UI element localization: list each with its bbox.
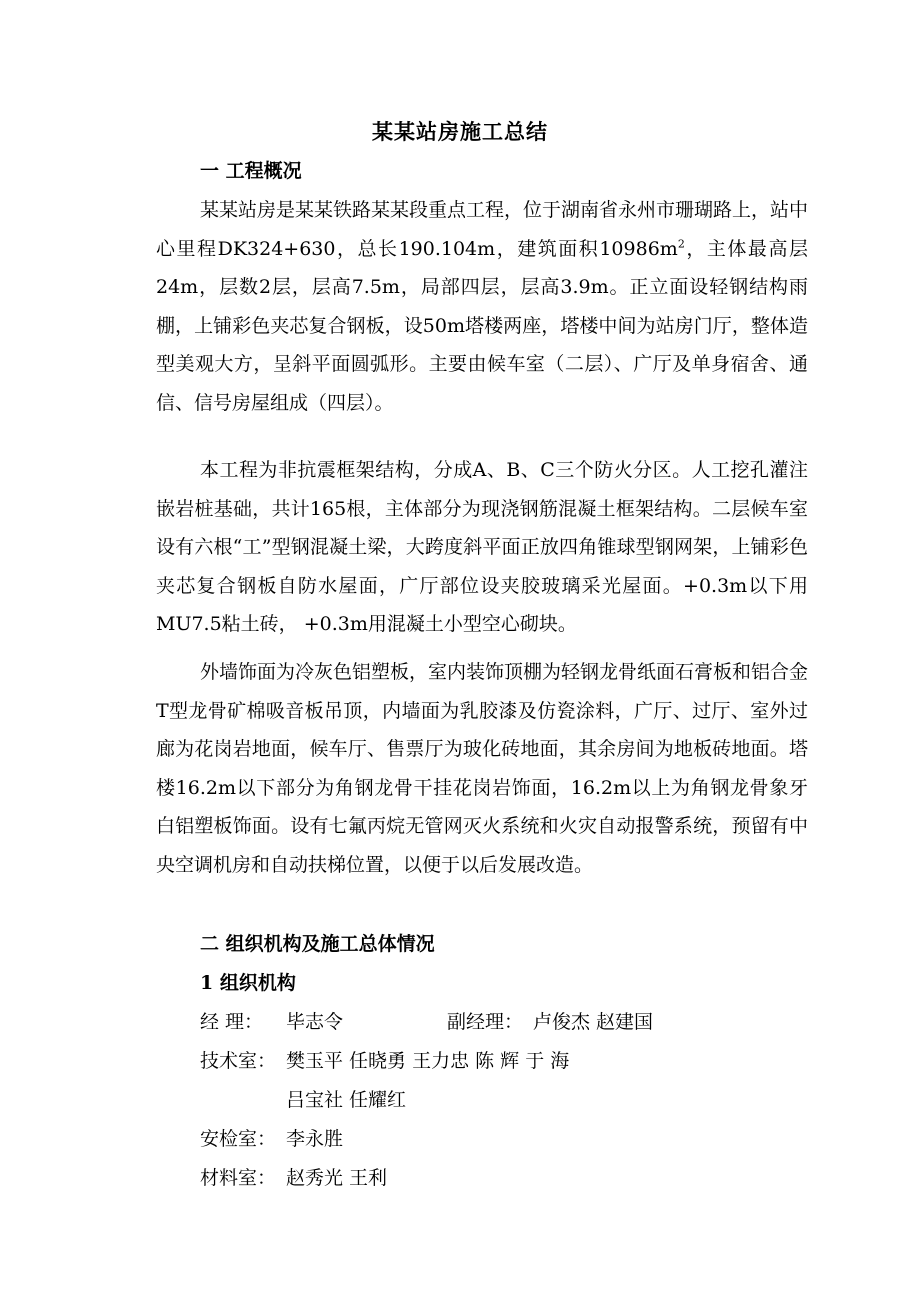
section-heading-overview: 一 工程概况	[200, 160, 302, 182]
org-safety-name: 李永胜	[286, 1128, 344, 1150]
org-deputy-names: 卢俊杰 赵建国	[533, 1011, 654, 1033]
document-title: 某某站房施工总结	[372, 119, 548, 144]
section-heading-organization: 二 组织机构及施工总体情况	[200, 933, 435, 955]
org-manager-name: 毕志令	[286, 1011, 344, 1033]
paragraph-structure: 本工程为非抗震框架结构，分成A、B、C三个防火分区。人工挖孔灌注嵌岩桩基础，共计165根，主体部分为现浇钢筋混凝土框架结构。二层候车室设有六根“工”型钢混凝土梁，大跨度斜平面正放四角锥球型钢网架，上铺彩色夹芯复合钢板自防水屋面，广厅部位设夹胶玻璃采光屋面。+0.3m以下用MU7.5粘土砖， +0.3m用混凝土小型空心砌块。	[156, 459, 808, 635]
org-safety-label: 安检室：	[200, 1128, 277, 1150]
org-tech-label: 技术室：	[200, 1050, 277, 1072]
org-material-label: 材料室：	[200, 1167, 277, 1189]
paragraph-project-overview	[156, 191, 808, 422]
org-deputy-label: 副经理：	[447, 1011, 524, 1033]
subsection-heading-org-structure: 1 组织机构	[200, 972, 296, 994]
superscript-unit: 2	[677, 237, 685, 251]
org-tech-names-line1: 樊玉平 任晓勇 王力忠 陈 辉 于 海	[286, 1050, 570, 1072]
paragraph-text: ，主体最高层24m，层数2层，层高7.5m，局部四层，层高3.9m。正立面设轻钢结构雨棚，上铺彩色夹芯复合钢板，设50m塔楼两座，塔楼中间为站房门厅，整体造型美观大方，呈斜平面圆弧形。主要由候车室（二层）、广厅及单身宿舍、通信、信号房屋组成（四层）。	[156, 237, 808, 414]
org-tech-names-line2: 吕宝社 任耀红	[286, 1089, 407, 1111]
org-manager-label: 经 理：	[200, 1011, 264, 1033]
org-material-names: 赵秀光 王利	[286, 1167, 388, 1189]
paragraph-finishes: 外墙饰面为冷灰色铝塑板，室内装饰顶棚为轻钢龙骨纸面石膏板和铝合金T型龙骨矿棉吸音板吊顶，内墙面为乳胶漆及仿瓷涂料，广厅、过厅、室外过廊为花岗岩地面，候车厅、售票厅为玻化砖地面，其余房间为地板砖地面。塔楼16.2m以下部分为角钢龙骨干挂花岗岩饰面，16.2m以上为角钢龙骨象牙白铝塑板饰面。设有七氟丙烷无管网灭火系统和火灾自动报警系统，预留有中央空调机房和自动扶梯位置，以便于以后发展改造。	[156, 661, 809, 876]
paragraph-text: 某某站房是某某铁路某某段重点工程，位于湖南省永州市珊瑚路上，站中心里程DK324+630，总长190.104m，建筑面积10986m	[156, 199, 809, 260]
